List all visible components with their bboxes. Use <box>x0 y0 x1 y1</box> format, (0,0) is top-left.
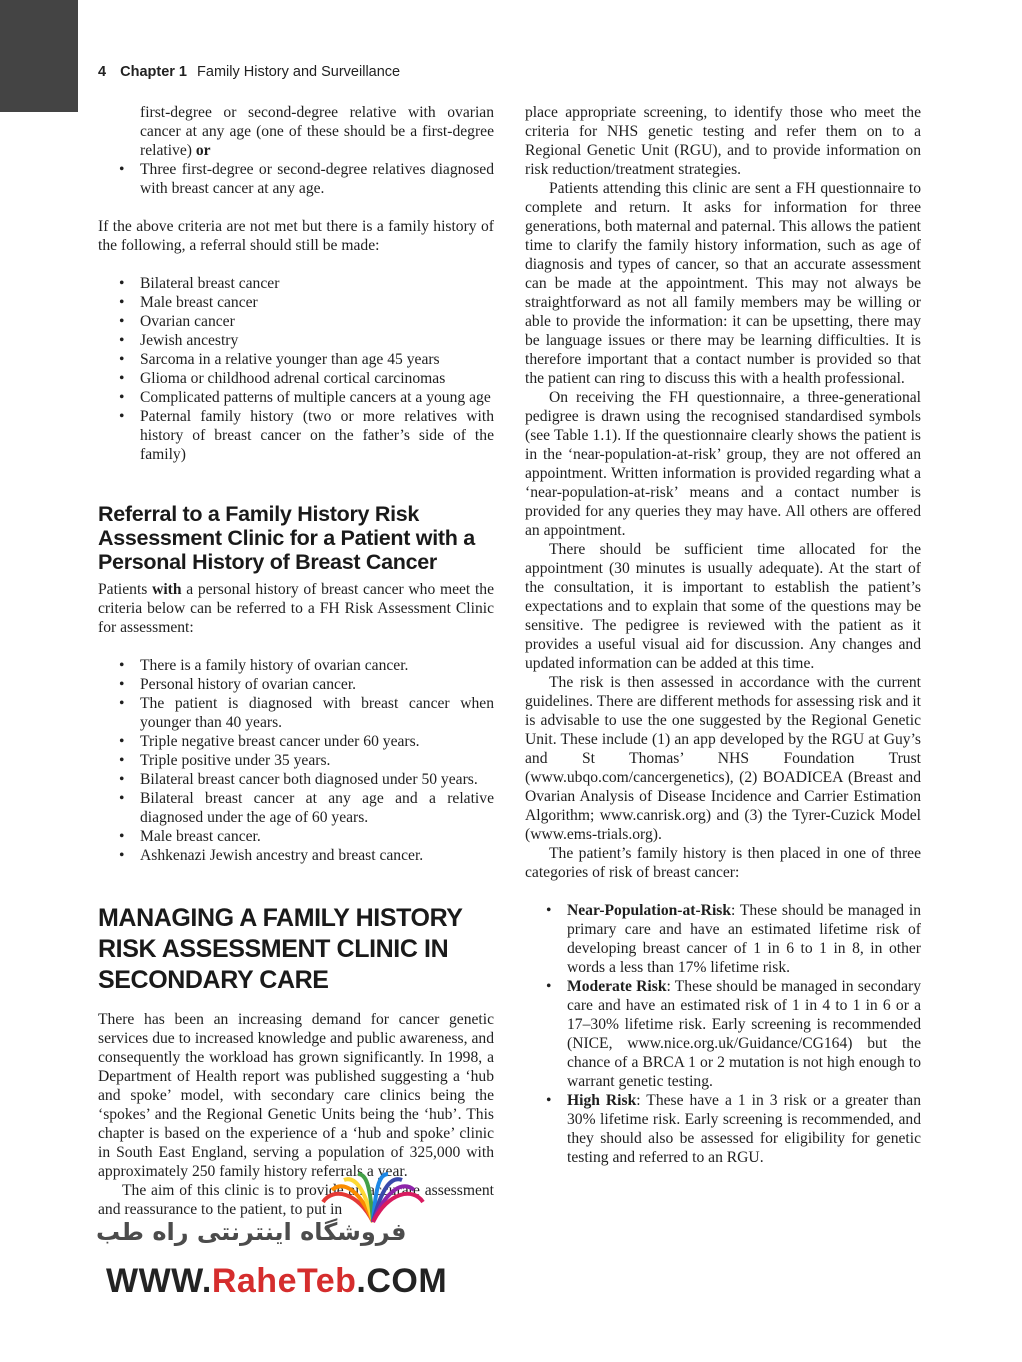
risk-category-list <box>525 901 921 1167</box>
paragraph: On receiving the FH questionnaire, a three-generational pedigree is drawn using the recognised standardised symbols (see Table 1.1). If the questionnaire clearly shows the patient is in the ‘near-population-at-risk’ group, they are not offered an appointment. Written information is provided regarding what a ‘near-population-at-risk’ means and a contact number is provided for any queries they may have. All others are offered an appointment. <box>525 389 921 539</box>
corner-tab <box>0 0 78 112</box>
list-item: • Complicated patterns of multiple cancers at a young age <box>98 388 494 407</box>
paragraph: If the above criteria are not met but there is a family history of the following, a referral should still be made: <box>98 218 494 254</box>
personal-history-list <box>98 656 494 865</box>
paragraph: There has been an increasing demand for cancer genetic services due to increased knowledge and public awareness, and consequently the workload has grown significantly. In 1998, a Department of Health report was published suggesting a ‘hub and spoke’ model, with secondary care clinics being the ‘spokes’ and the Regional Genetic Units being the ‘hub’. This chapter is based on the experience of a ‘hub and spoke’ clinic in South East England, serving a population of 325,000 with approximately 250 family history referrals a year. <box>98 1011 494 1180</box>
paragraph: The aim of this clinic is to provide an accurate assessment and reassurance to the patient, to put in <box>98 1182 494 1218</box>
list-item: • Male breast cancer <box>98 293 494 312</box>
list-item: • The patient is diagnosed with breast cancer when younger than 40 years. <box>98 694 494 732</box>
criteria-list-continued <box>98 160 494 198</box>
list-item: • Glioma or childhood adrenal cortical carcinomas <box>98 369 494 388</box>
list-item: • There is a family history of ovarian cancer. <box>98 656 494 675</box>
paragraph: The patient’s family history is then placed in one of three categories of risk of breast cancer: <box>525 845 921 881</box>
list-item: • Ovarian cancer <box>98 312 494 331</box>
list-item: • Sarcoma in a relative younger than age 45 years <box>98 350 494 369</box>
list-item: • Personal history of ovarian cancer. <box>98 675 494 694</box>
paragraph: Patients attending this clinic are sent a FH questionnaire to complete and return. It asks for information for three generations, both maternal and paternal. This allows the patient time to clarify the family history information, such as age of diagnosis and types of cancer, so that an accurate assessment can be made at the appointment. This may not always be straightforward as not all family members may be willing or able to provide the information: it can be upsetting, there may be language issues or there may be learning difficulties. It is therefore important that a contact number is provided so that the patient can ring to discuss this with a health professional. <box>525 180 921 387</box>
chapter-section-heading: MANAGING A FAMILY HISTORY RISK ASSESSMENT CLINIC IN SECONDARY CARE <box>98 904 463 994</box>
list-item: • Three first-degree or second-degree relatives diagnosed with breast cancer at any age. <box>98 160 494 198</box>
paragraph: place appropriate screening, to identify those who meet the criteria for NHS genetic testing and refer them on to a Regional Genetic Unit (RGU), and to provide information on risk reduction/treatment strategies. <box>525 104 921 178</box>
paragraph: There should be sufficient time allocated for the appointment (30 minutes is usually adequate). At the start of the consultation, it is important to establish the patient’s expectations and to explain that some of the questions may be sensitive. The pedigree is reviewed with the patient as it provides a useful visual aid for discussion. Any changes and updated information can be added at this time. <box>525 541 921 672</box>
paragraph: The risk is then assessed in accordance with the current guidelines. There are different methods for assessing risk and it is advisable to use the one suggested by the Regional Genetic Unit. These include (1) an app developed by the RGU at Guy’s and St Thomas’ NHS Foundation Trust (www.ubqo.com/cancergenetics), (2) BOADICEA (Breast and Ovarian Analysis of Disease Incidence and Carrier Estimation Algorithm; www.canrisk.org) and (3) the Tyrer-Cuzick Model (www.ems-trials.org). <box>525 674 921 843</box>
left-column <box>98 103 494 1219</box>
list-item: • Triple negative breast cancer under 60 years. <box>98 732 494 751</box>
right-column <box>525 103 921 1167</box>
running-header <box>98 64 400 80</box>
list-item: • Jewish ancestry <box>98 331 494 350</box>
list-item: • Triple positive under 35 years. <box>98 751 494 770</box>
chapter-label: Chapter 1 <box>120 64 187 80</box>
list-item: • Paternal family history (two or more relatives with history of breast cancer on the father’s side of the family) <box>98 407 494 464</box>
list-item: • Male breast cancer. <box>98 827 494 846</box>
watermark-persian-text: فروشگاه اینترنتی راه طب <box>96 1218 407 1246</box>
list-item: • Moderate Risk: These should be managed in secondary care and have an estimated risk of 1 in 4 to 1 in 6 or a 17–30% lifetime risk. Early screening is recommended (NICE, www.nice.org.uk/Guidance/CG164) but the chance of a BRCA 1 or 2 mutation is not high enough to warrant genetic testing. <box>525 977 921 1091</box>
list-item: • High Risk: These have a 1 in 3 risk or a greater than 30% lifetime risk. Early screening is recommended, and they should also be assessed for eligibility for genetic testing and referred to an RGU. <box>525 1091 921 1167</box>
watermark-url: WWW.RaheTeb.COM <box>106 1262 448 1300</box>
chapter-title: Family History and Surveillance <box>197 64 401 80</box>
page-number: 4 <box>98 64 107 80</box>
section-heading: Referral to a Family History Risk Assessment Clinic for a Patient with a Personal History of Breast Cancer <box>98 502 475 574</box>
list-item: • Bilateral breast cancer both diagnosed under 50 years. <box>98 770 494 789</box>
paragraph: Patients with a personal history of breast cancer who meet the criteria below can be referred to a FH Risk Assessment Clinic for assessment: <box>98 581 494 636</box>
list-item: • Bilateral breast cancer at any age and a relative diagnosed under the age of 60 years. <box>98 789 494 827</box>
list-item: • Near-Population-at-Risk: These should be managed in primary care and have an estimated lifetime risk of developing breast cancer of 1 in 6 to 1 in 8, in other words a less than 17% lifetime risk. <box>525 901 921 977</box>
list-item: • Ashkenazi Jewish ancestry and breast cancer. <box>98 846 494 865</box>
continued-bullet-text: first-degree or second-degree relative with ovarian cancer at any age (one of these should be a first-degree relative) or <box>140 104 494 159</box>
family-history-list <box>98 274 494 464</box>
list-item: • Bilateral breast cancer <box>98 274 494 293</box>
